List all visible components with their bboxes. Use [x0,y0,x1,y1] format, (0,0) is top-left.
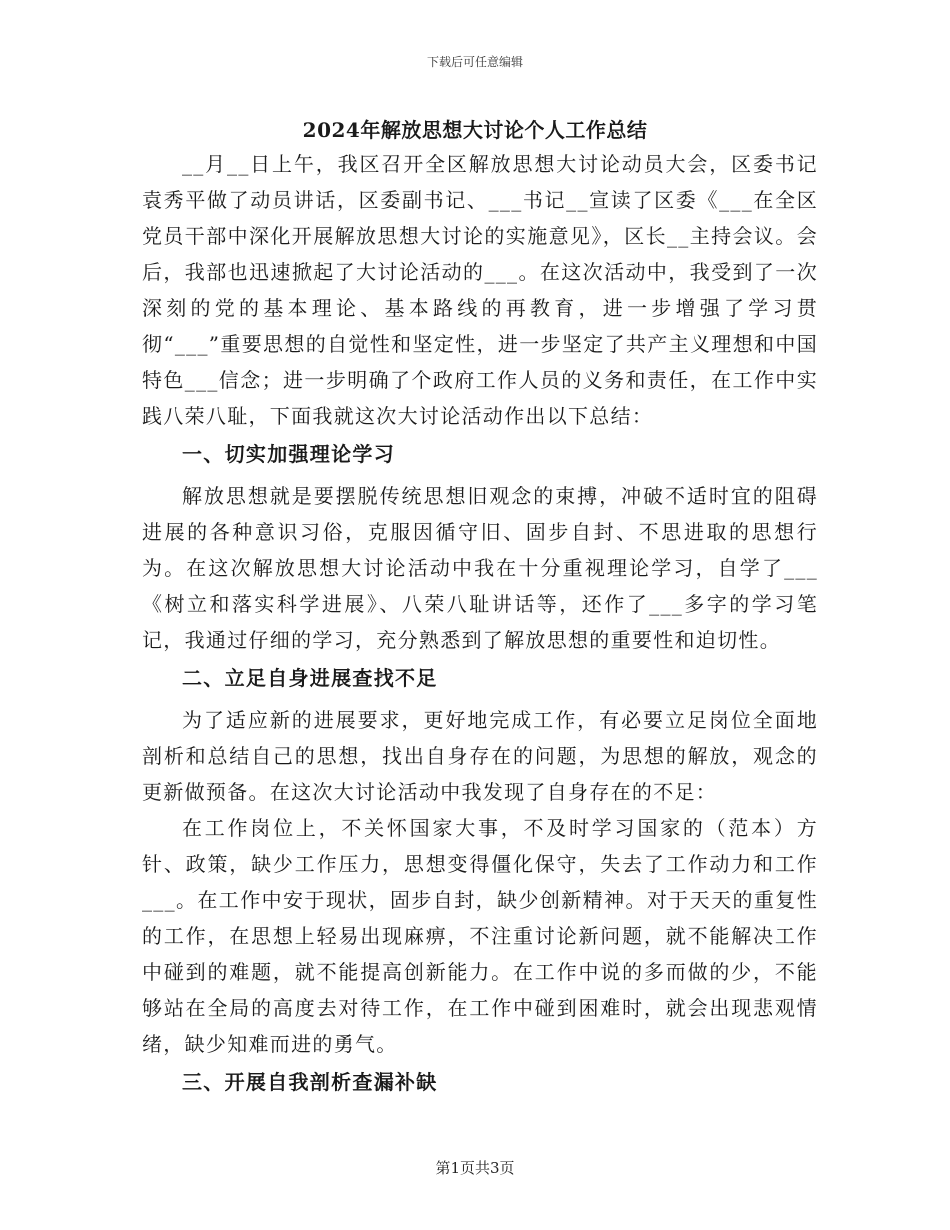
paragraph-intro: __月__日上午，我区召开全区解放思想大讨论动员大会，区委书记袁秀平做了动员讲话，区委副书记、___书记__宣读了区委《___在全区党员干部中深化开展解放思想大讨论的实施意见》，区长__主持会议。会后，我部也迅速掀起了大讨论活动的___。在这次活动中，我受到了一次深刻的党的基本理论、基本路线的再教育，进一步增强了学习贯彻“___”重要思想的自觉性和坚定性，进一步坚定了共产主义理想和中国特色___信念；进一步明确了个政府工作人员的义务和责任，在工作中实践八荣八耻，下面我就这次大讨论活动作出以下总结： [142,152,818,428]
document-title: 2024年解放思想大讨论个人工作总结 [302,118,648,142]
page-header-note: 下载后可任意编辑 [426,55,523,69]
paragraph-theory-study: 解放思想就是要摆脱传统思想旧观念的束搏，冲破不适时宜的阻碍进展的各种意识习俗，克服因循守旧、固步自封、不思进取的思想行为。在这次解放思想大讨论活动中我在十分重视理论学习，自学了___《树立和落实科学进展》、八荣八耻讲话等，还作了___多字的学习笔记，我通过仔细的学习，充分熟悉到了解放思想的重要性和迫切性。 [142,484,818,652]
section-heading-1: 一、切实加强理论学习 [182,442,395,466]
section-heading-2: 二、立足自身进展查找不足 [182,666,438,690]
page-number-footer: 第1页共3页 [435,1159,515,1177]
section-heading-3: 三、开展自我剖析查漏补缺 [182,1070,438,1094]
paragraph-shortcomings: 在工作岗位上，不关怀国家大事，不及时学习国家的（范本）方针、政策，缺少工作压力，思想变得僵化保守，失去了工作动力和工作___。在工作中安于现状，固步自封，缺少创新精神。对于天天的重复性的工作，在思想上轻易出现麻痹，不注重讨论新问题，就不能解决工作中碰到的难题，就不能提高创新能力。在工作中说的多而做的少，不能够站在全局的高度去对待工作，在工作中碰到困难时，就会出现悲观情绪，缺少知难而进的勇气。 [142,816,818,1056]
document-body [142,146,818,1106]
paragraph-self-assessment: 为了适应新的进展要求，更好地完成工作，有必要立足岗位全面地剖析和总结自己的思想，找出自身存在的问题，为思想的解放，观念的更新做预备。在这次大讨论活动中我发现了自身存在的不足： [142,708,818,804]
